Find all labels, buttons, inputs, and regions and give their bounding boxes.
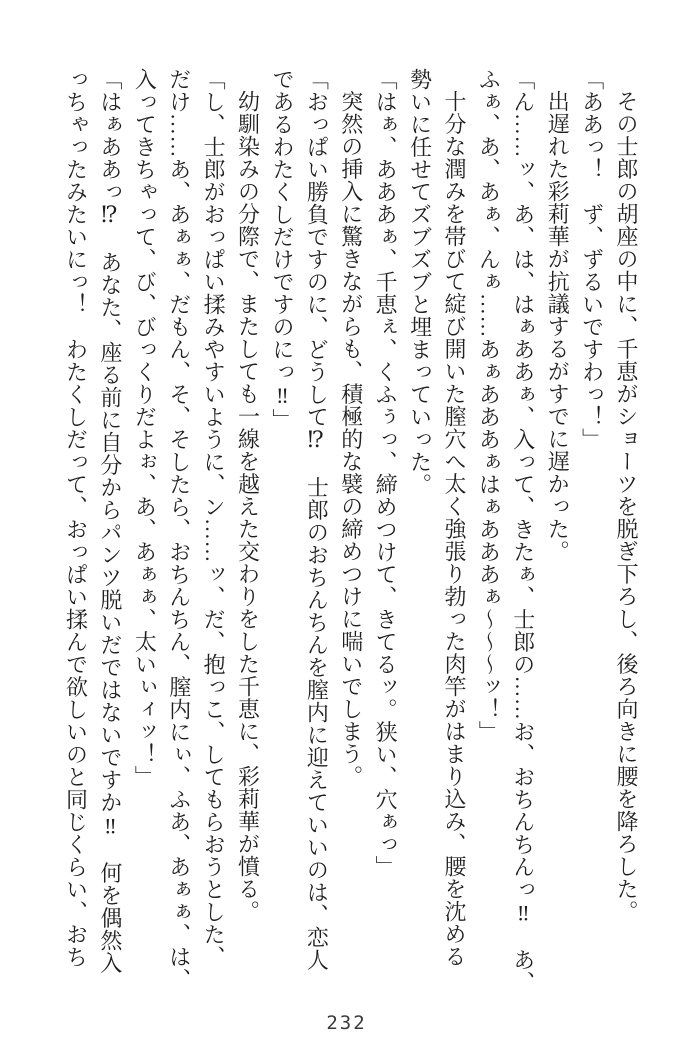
text-column: 「し、士郎がおっぱい揉みやすいように、ン……ッ、だ、抱っこ、してもらおうとした、: [201, 68, 227, 968]
text-column: っちゃったみたいにっ！ わたくしだって、おっぱい揉んで欲しいのと同じくらい、おち: [63, 68, 89, 968]
text-column: 「ん……ッ、あ、は、はぁああぁ、入って、きたぁ、士郎の……お、おちんちんっ‼ あ、: [510, 68, 536, 994]
text-column: 突然の挿入に驚きながらも、積極的な襞の締めつけに喘いでしまう。: [338, 90, 364, 788]
text-column: その士郎の胡座の中に、千恵がショーツを脱ぎ下ろし、後ろ向きに腰を降ろした。: [614, 90, 639, 923]
page-number: 232: [326, 1012, 367, 1034]
text-column: であるわたくしだけですのにっ‼」: [269, 68, 295, 431]
text-column: 「ああっ！ ず、ずるいですわっ！」: [579, 68, 605, 451]
text-column: 十分な潤みを帯びて綻び開いた膣穴へ太く強張り勃った肉竿がはまり込み、腰を沈める: [441, 90, 467, 968]
text-column: 「はぁ、あああぁ、千恵ぇ、くふぅっ、締めつけて、きてるッ。狭い、穴ぁっ」: [373, 68, 399, 878]
text-column: ふぁ、あ、あぁ、んぁ……あぁあああぁはぁあああぁ～～～ッ！」: [476, 68, 502, 743]
text-column: だけ……あ、あぁぁ、だもん、そ、そしたら、おちんちん、膣内にぃ、ふあ、あぁぁ、は、: [166, 68, 192, 991]
text-column: 幼馴染みの分際で、またしても一線を越えた交わりをした千恵に、彩莉華が憤る。: [235, 90, 261, 923]
text-column: 出遅れた彩莉華が抗議するがすでに遅かった。: [545, 90, 571, 563]
text-column: 「はぁああっ⁉ あなた、座る前に自分からパンツ脱いだではないですか‼ 何を偶然入: [97, 68, 123, 974]
text-column: 入ってきちゃって、び、びっくりだよぉ、あ、あぁぁ、太いぃィッ！」: [132, 68, 158, 788]
page-text-block: [58, 68, 643, 994]
text-column: 「おっぱい勝負ですのに、どうして⁉ 士郎のおちんちんを膣内に迎えていいのは、恋人: [304, 68, 330, 971]
text-column: 勢いに任せてズブズブと埋まっていった。: [407, 68, 433, 496]
